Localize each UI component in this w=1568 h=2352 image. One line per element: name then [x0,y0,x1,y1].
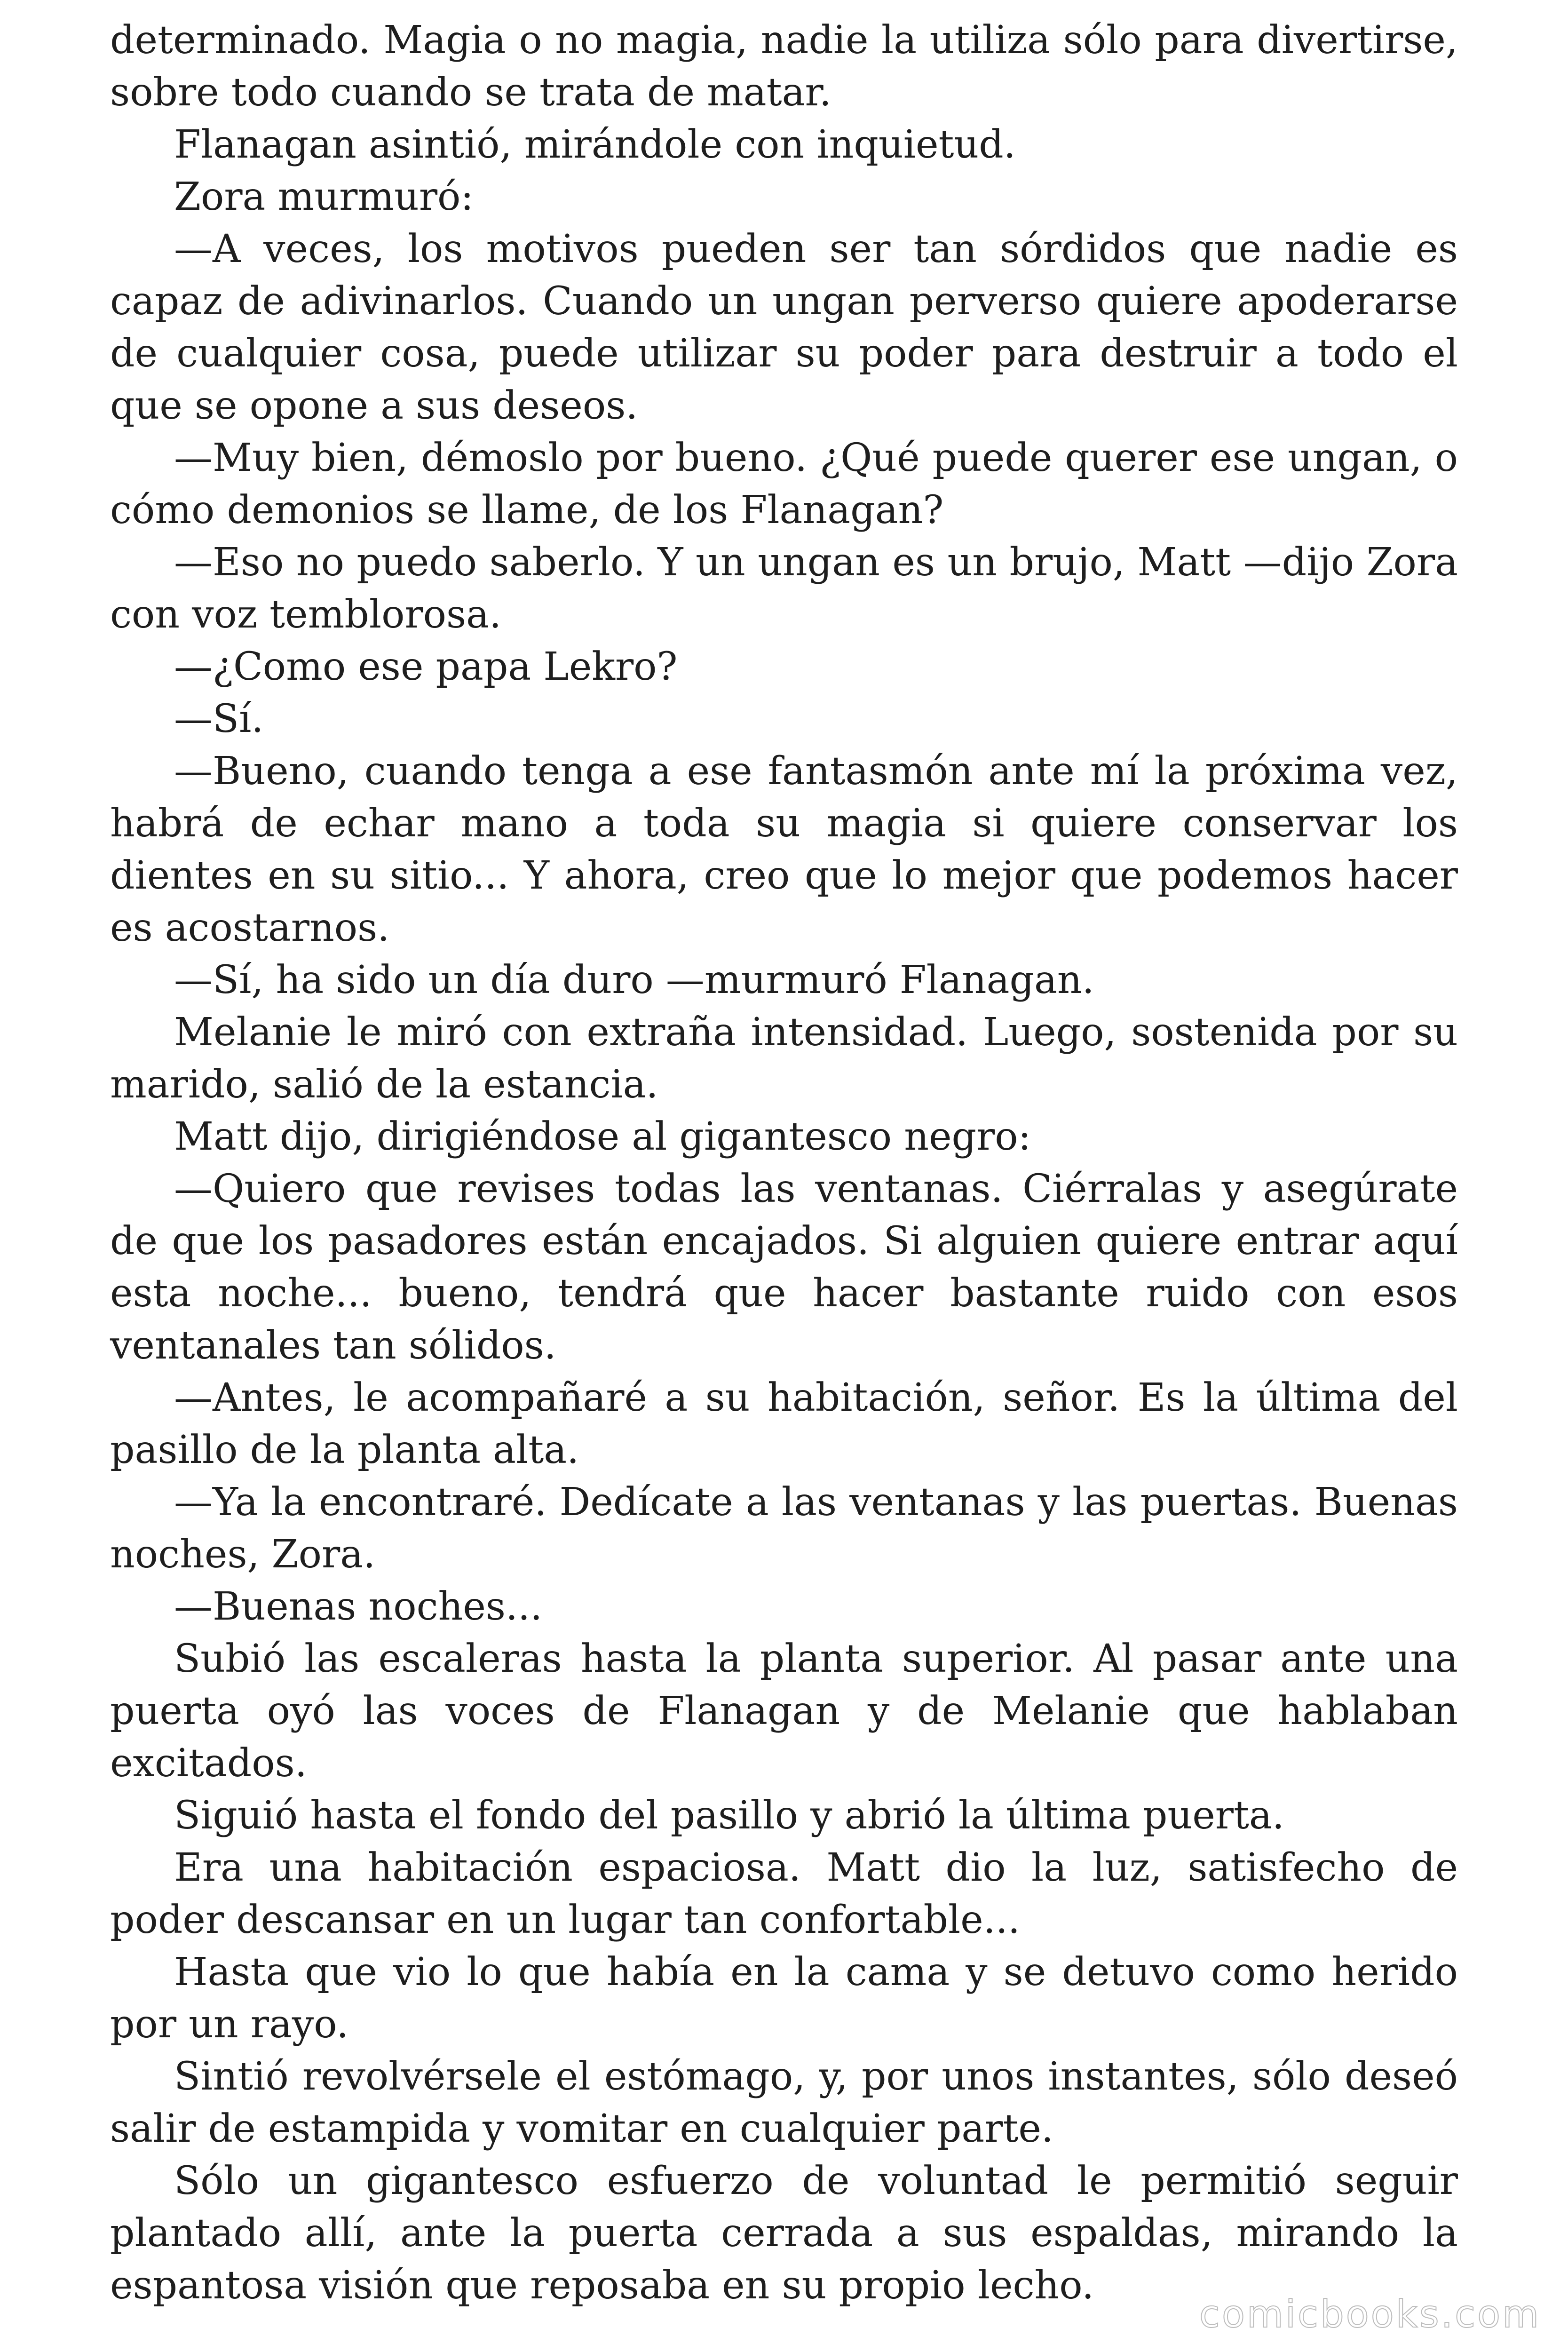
paragraph: Sólo un gigantesco esfuerzo de voluntad le permitió seguir plantado allí, ante la puerta cerrada a sus espaldas, mirando la espantosa visión que reposaba en su propio lecho. [110,2159,1458,2308]
paragraph: Hasta que vio lo que había en la cama y se detuvo como herido por un rayo. [110,1950,1458,2047]
paragraph: Siguió hasta el fondo del pasillo y abrió la última puerta. [174,1793,1284,1838]
paragraph: Melanie le miró con extraña intensidad. Luego, sostenida por su marido, salió de la estancia. [110,1010,1458,1107]
paragraph: —Antes, le acompañaré a su habitación, señor. Es la última del pasillo de la planta alta. [110,1375,1458,1472]
book-page-text [110,14,1458,2312]
paragraph: —Buenas noches... [174,1584,543,1629]
paragraph: Subió las escaleras hasta la planta superior. Al pasar ante una puerta oyó las voces de Flanagan y de Melanie que hablaban excitados. [110,1637,1458,1786]
paragraph: Sintió revolvérsele el estómago, y, por unos instantes, sólo deseó salir de estampida y vomitar en cualquier parte. [110,2054,1458,2151]
paragraph: —Sí. [174,697,264,741]
paragraph: —¿Como ese papa Lekro? [174,644,678,689]
paragraph: —Eso no puedo saberlo. Y un ungan es un brujo, Matt —dijo Zora con voz temblorosa. [110,540,1458,637]
paragraph: —Bueno, cuando tenga a ese fantasmón ante mí la próxima vez, habrá de echar mano a toda su magia si quiere conservar los dientes en su sitio... Y ahora, creo que lo mejor que podemos hacer es acostarnos. [110,749,1458,950]
paragraph: —A veces, los motivos pueden ser tan sórdidos que nadie es capaz de adivinarlos. Cuando un ungan perverso quiere apoderarse de cualquier cosa, puede utilizar su poder para destruir a todo el que se opone a sus deseos. [110,227,1458,428]
paragraph: Zora murmuró: [174,175,474,219]
paragraph: —Ya la encontraré. Dedícate a las ventanas y las puertas. Buenas noches, Zora. [110,1480,1458,1577]
paragraph: Matt dijo, dirigiéndose al gigantesco negro: [174,1114,1031,1159]
paragraph: —Sí, ha sido un día duro —murmuró Flanagan. [174,958,1094,1002]
paragraph: —Quiero que revises todas las ventanas. Ciérralas y asegúrate de que los pasadores están encajados. Si alguien quiere entrar aquí esta noche... bueno, tendrá que hacer bastante ruido con esos ventanales tan sólidos. [110,1167,1458,1368]
watermark: comicbooks.com [1199,2292,1541,2336]
paragraph: determinado. Magia o no magia, nadie la utiliza sólo para divertirse, sobre todo cuando se trata de matar. [110,18,1458,115]
paragraph: Era una habitación espaciosa. Matt dio la luz, satisfecho de poder descansar en un lugar tan confortable... [110,1845,1458,1942]
paragraph: Flanagan asintió, mirándole con inquietud. [174,122,1016,167]
paragraph: —Muy bien, démoslo por bueno. ¿Qué puede querer ese ungan, o cómo demonios se llame, de los Flanagan? [110,436,1458,532]
